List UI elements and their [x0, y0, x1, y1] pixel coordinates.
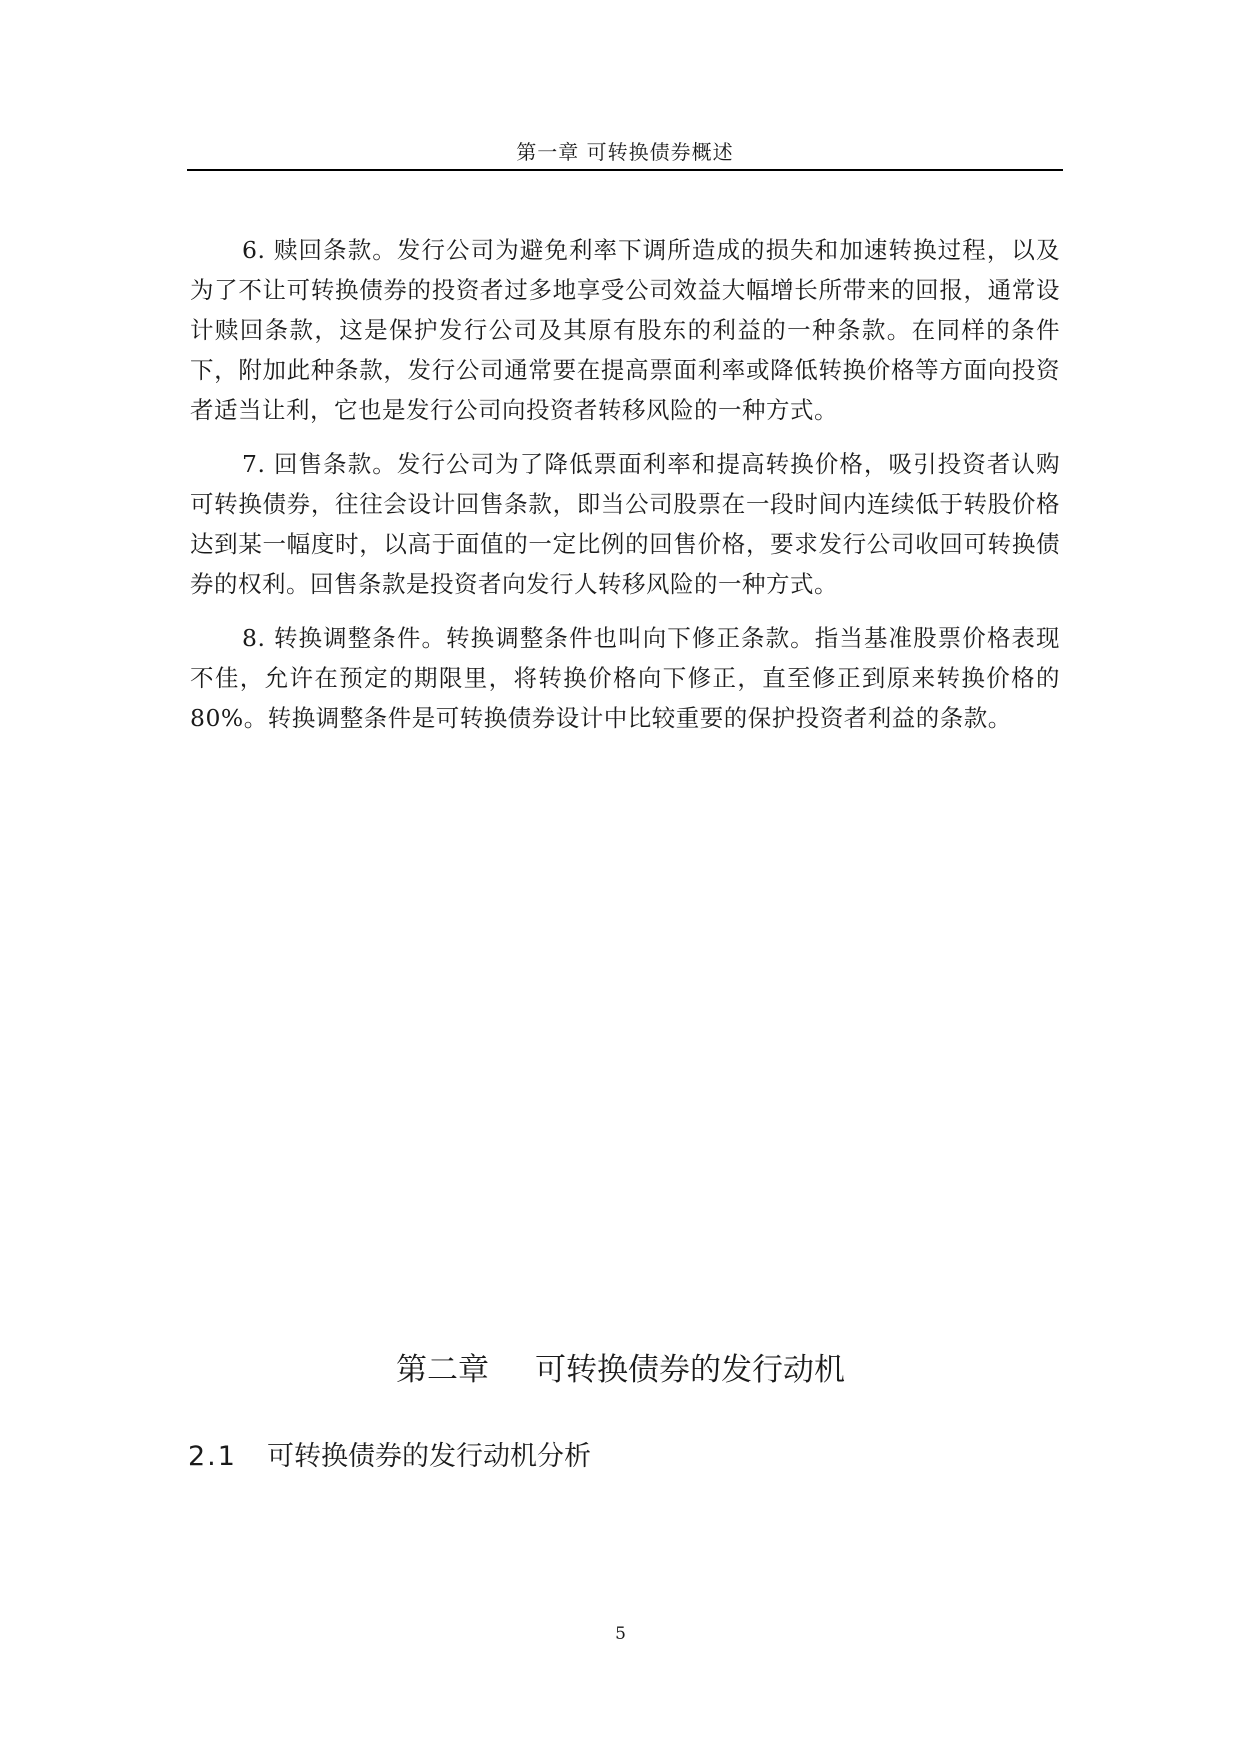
chapter-title: [0, 1350, 1241, 1390]
paragraph-redemption-clause: 6. 赎回条款。发行公司为避免利率下调所造成的损失和加速转换过程，以及为了不让可转换债券的投资者过多地享受公司效益大幅增长所带来的回报，通常设计赎回条款，这是保护发行公司及其原有股东的利益的一种条款。在同样的条件下，附加此种条款，发行公司通常要在提高票面利率或降低转换价格等方面向投资者适当让利，它也是发行公司向投资者转移风险的一种方式。: [190, 236, 1060, 424]
body-text: [190, 230, 1060, 752]
paragraph-put-clause: 7. 回售条款。发行公司为了降低票面利率和提高转换价格，吸引投资者认购可转换债券，往往会设计回售条款，即当公司股票在一段时间内连续低于转股价格达到某一幅度时，以高于面值的一定比例的回售价格，要求发行公司收回可转换债券的权利。回售条款是投资者向发行人转移风险的一种方式。: [190, 450, 1060, 598]
page-number: 5: [615, 1624, 626, 1644]
chapter-title-text: 可转换债券的发行动机: [535, 1352, 845, 1388]
section-number: 2.1: [188, 1441, 237, 1472]
running-header: 第一章 可转换债券概述: [516, 140, 734, 164]
paragraph-conversion-adjustment: 8. 转换调整条件。转换调整条件也叫向下修正条款。指当基准股票价格表现不佳，允许在预定的期限里，将转换价格向下修正，直至修正到原来转换价格的80%。转换调整条件是可转换债券设计中比较重要的保护投资者利益的条款。: [190, 624, 1060, 732]
section-title: [188, 1439, 591, 1475]
chapter-number: 第二章: [396, 1352, 489, 1388]
section-title-text: 可转换债券的发行动机分析: [266, 1441, 591, 1472]
header-rule: [187, 169, 1063, 171]
